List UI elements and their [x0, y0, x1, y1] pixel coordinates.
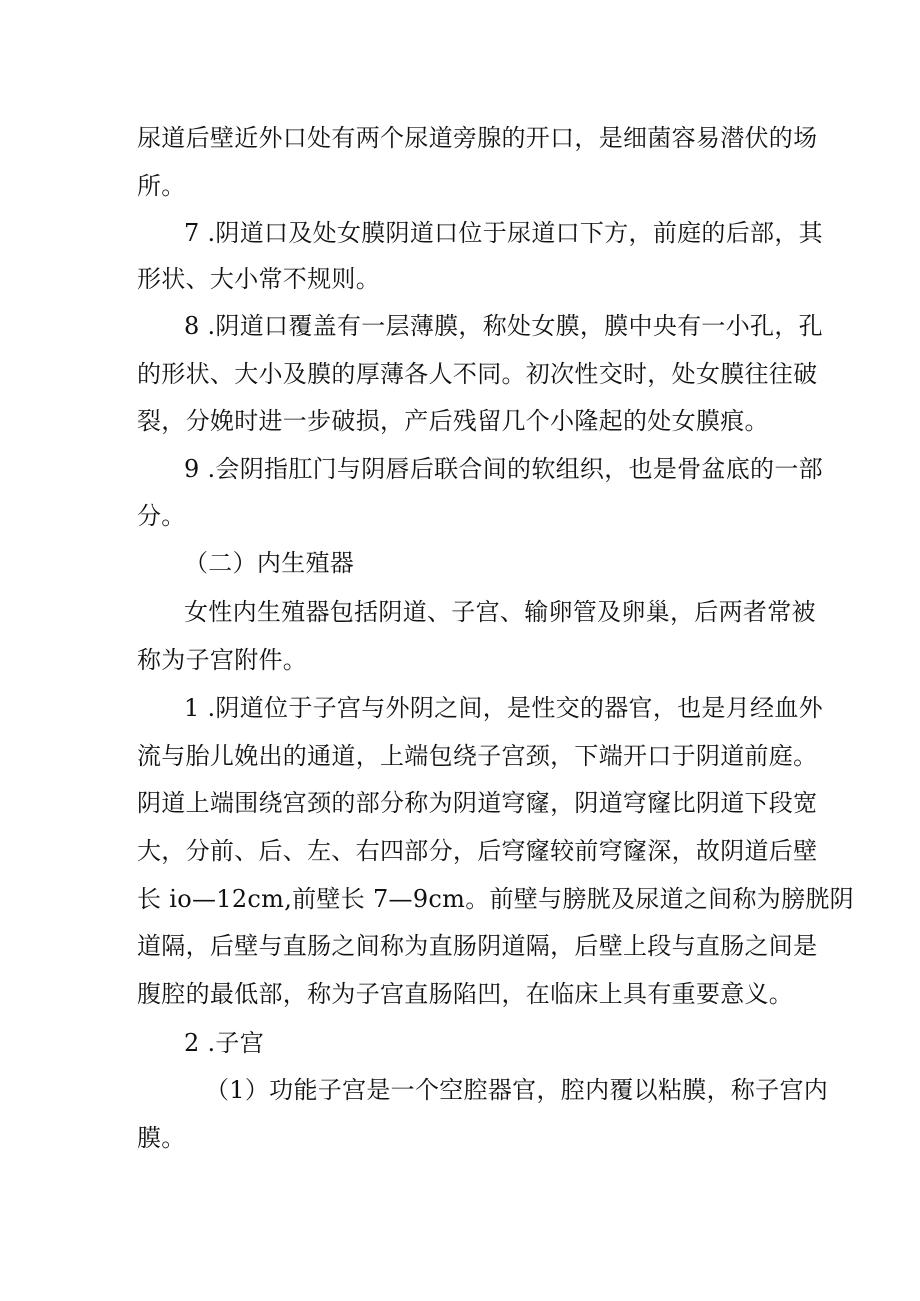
subsection-item-1: （1）功能子宫是一个空腔器官，腔内覆以粘膜，称子宫内 [205, 1076, 829, 1104]
paragraph-line: 所。 [137, 172, 186, 200]
paragraph-line: 流与胎儿娩出的通道，上端包绕子宫颈，下端开口于阴道前庭。 [137, 742, 818, 770]
section-heading: （二）内生殖器 [184, 549, 355, 577]
paragraph-line: 裂，分娩时进一步破损，产后残留几个小隆起的处女膜痕。 [137, 407, 769, 435]
paragraph-line: 形状、大小常不规则。 [137, 265, 380, 293]
paragraph-line: 阴道上端围绕宫颈的部分称为阴道穹窿，阴道穹窿比阴道下段宽 [137, 789, 818, 817]
paragraph-line: 分。 [137, 502, 186, 530]
paragraph-line: 女性内生殖器包括阴道、子宫、输卵管及卵巢，后两者常被 [184, 598, 816, 626]
paragraph-line: 的形状、大小及膜的厚薄各人不同。初次性交时，处女膜往往破 [137, 360, 818, 388]
paragraph-line: 腹腔的最低部，称为子宫直肠陷凹，在临床上具有重要意义。 [137, 980, 794, 1008]
numbered-item-7: 7 .阴道口及处女膜阴道口位于尿道口下方，前庭的后部，其 [184, 219, 823, 247]
paragraph-line: 长 io—12cm,前壁长 7—9cm。前壁与膀胱及尿道之间称为膀胱阴 [137, 885, 854, 913]
paragraph-line: 膜。 [137, 1124, 186, 1152]
numbered-item-8: 8 .阴道口覆盖有一层薄膜，称处女膜，膜中央有一小孔，孔 [184, 312, 823, 340]
paragraph-line: 大，分前、后、左、右四部分，后穹窿较前穹窿深，故阴道后壁 [137, 837, 818, 865]
paragraph-line: 道隔，后壁与直肠之间称为直肠阴道隔，后壁上段与直肠之间是 [137, 932, 818, 960]
numbered-item-2: 2 .子宫 [184, 1029, 265, 1057]
numbered-item-9: 9 .会阴指肛门与阴唇后联合间的软组织，也是骨盆底的一部 [184, 455, 823, 483]
paragraph-line: 称为子宫附件。 [137, 646, 308, 674]
paragraph-line: 尿道后壁近外口处有两个尿道旁腺的开口，是细菌容易潜伏的场 [137, 124, 818, 152]
numbered-item-1: 1 .阴道位于子宫与外阴之间，是性交的器官，也是月经血外 [184, 694, 823, 722]
